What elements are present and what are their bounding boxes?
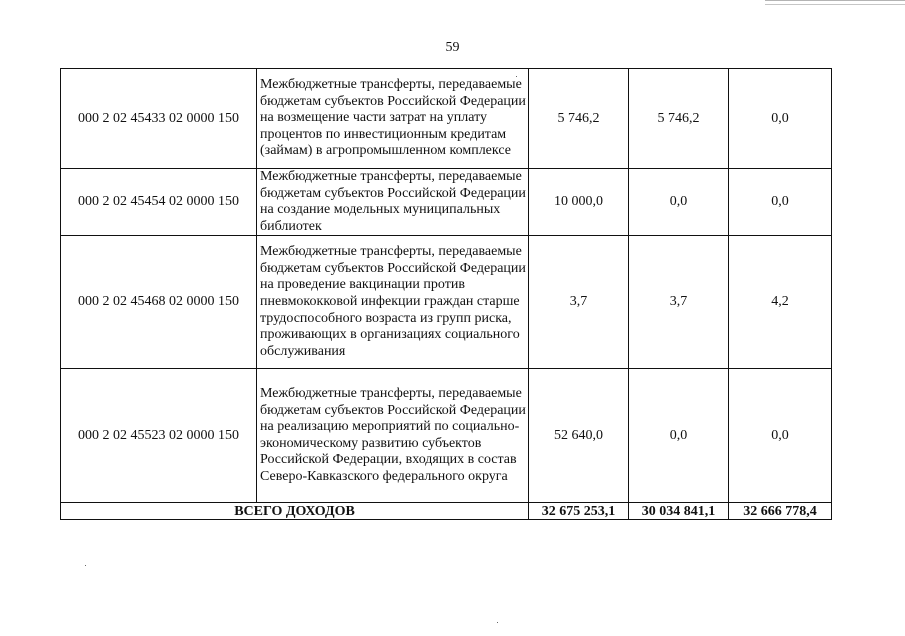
table-row (61, 69, 832, 169)
value-year-1: 5 746,2 (529, 69, 629, 169)
page-number: 59 (445, 40, 460, 55)
value-year-1: 52 640,0 (529, 369, 629, 503)
total-row (61, 503, 832, 520)
scan-edge-mark (765, 0, 905, 5)
value-year-3: 0,0 (729, 69, 832, 169)
revenue-table (60, 68, 832, 520)
budget-code: 000 2 02 45454 02 0000 150 (61, 169, 257, 236)
table-row (61, 369, 832, 503)
scan-speck (85, 565, 86, 566)
value-year-3: 0,0 (729, 369, 832, 503)
value-year-2: 0,0 (629, 369, 729, 503)
total-year-2: 30 034 841,1 (629, 503, 729, 520)
total-label: ВСЕГО ДОХОДОВ (61, 503, 529, 520)
value-year-1: 3,7 (529, 236, 629, 369)
value-year-2: 3,7 (629, 236, 729, 369)
scan-speck (516, 76, 517, 77)
row-description: Межбюджетные трансферты, передаваемые бюджетам субъектов Российской Федерации на проведение вакцинации против пневмококковой инфекции граждан старше трудоспособного возраста из групп риска, проживающих в организациях социального обслуживания (257, 236, 529, 369)
row-description: Межбюджетные трансферты, передаваемые бюджетам субъектов Российской Федерации на создание модельных муниципальных библиотек (257, 169, 529, 236)
total-year-1: 32 675 253,1 (529, 503, 629, 520)
budget-code: 000 2 02 45468 02 0000 150 (61, 236, 257, 369)
table-row (61, 236, 832, 369)
row-description: Межбюджетные трансферты, передаваемые бюджетам субъектов Российской Федерации на реализацию мероприятий по социально-экономическому развитию субъектов Российской Федерации, входящих в состав Северо-Кавказского федерального округа (257, 369, 529, 503)
scan-speck (497, 622, 498, 623)
value-year-2: 5 746,2 (629, 69, 729, 169)
row-description: Межбюджетные трансферты, передаваемые бюджетам субъектов Российской Федерации на возмещение части затрат на уплату процентов по инвестиционным кредитам (займам) в агропромышленном комплексе (257, 69, 529, 169)
table-row (61, 169, 832, 236)
value-year-3: 0,0 (729, 169, 832, 236)
value-year-3: 4,2 (729, 236, 832, 369)
value-year-1: 10 000,0 (529, 169, 629, 236)
budget-code: 000 2 02 45433 02 0000 150 (61, 69, 257, 169)
budget-code: 000 2 02 45523 02 0000 150 (61, 369, 257, 503)
total-year-3: 32 666 778,4 (729, 503, 832, 520)
value-year-2: 0,0 (629, 169, 729, 236)
